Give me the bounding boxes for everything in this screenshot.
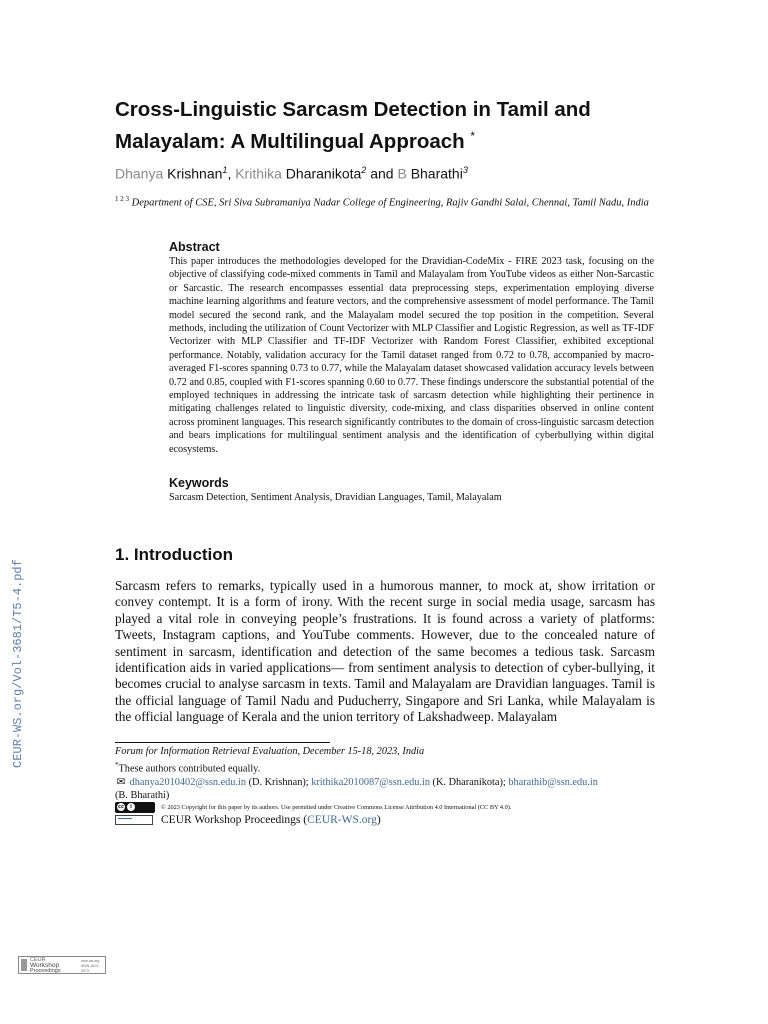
author-mark: 1: [222, 165, 228, 175]
keywords-heading: Keywords: [169, 476, 229, 490]
abstract-text: This paper introduces the methodologies developed for the Dravidian-CodeMix - FIRE 2023 task, focusing on the objective of classifying code-mixed comments in Tamil and Malayalam from YouTube videos as either Non-Sarcastic or Sarcastic. The research encompasses essential data preprocessing steps, experimentation employing diverse machine learning algorithms and feature vectors, and the comprehensive assessment of model performance. The Tamil model secured the second rank, and the Malayalam model secured the top position in the competition. Several methods, including the utilization of Count Vectorizer with MLP Classifier and Logistic Regression, as well as TF-IDF Vectorizer with MLP Classifier and TF-IDF Vectorizer with Random Forest Classifier, exhibited exceptional performance. Notably, validation accuracy for the Tamil dataset ranged from 0.72 to 0.78, accompanied by macro-averaged F1-scores spanning 0.73 to 0.77, while the Malayalam dataset showcased validation accuracy levels between 0.72 and 0.85, coupled with F1-scores spanning 0.60 to 0.77. These findings underscore the substantial potential of the employed techniques in addressing the intricate task of sarcasm detection while highlighting their pertinence in mitigating challenges related to linguistic diversity, code-mixing, and class disparities observed in online content across prominent languages. This research significantly contributes to the domain of cross-linguistic sarcasm detection and bears implications for multilingual sentiment analysis and the identification of cyberbullying within digital ecosystems.: [169, 256, 654, 455]
cc-by-badge-icon: cc i: [115, 802, 155, 813]
email-link[interactable]: dhanya2010402@ssn.edu.in: [129, 776, 247, 788]
author-list: [115, 160, 675, 184]
venue-note: Forum for Information Retrieval Evaluation, December 15-18, 2023, India: [115, 746, 425, 757]
keywords-text: Sarcasm Detection, Sentiment Analysis, Dravidian Languages, Tamil, Malayalam: [169, 492, 502, 503]
email-owner: (K. Dharanikota);: [429, 776, 509, 788]
ceur-logo-icon: [115, 815, 153, 825]
license-text: © 2023 Copyright for this paper by its authors. Use permitted under Creative Commons License Attribution 4.0 International (CC BY 4.0).: [161, 803, 512, 811]
email-link[interactable]: krithika2010087@ssn.edu.in: [311, 776, 430, 788]
footnotes: [115, 745, 660, 803]
ceur-prefix: CEUR Workshop Proceedings (: [161, 814, 308, 826]
license-row: [115, 801, 660, 813]
introduction-text: Sarcasm refers to remarks, typically used in a humorous manner, to mock at, show irritation or convey contempt. It is a form of irony. With the recent surge in social media usage, sarcasm has played a vital role in conveying people’s frustrations. It is found across a variety of platforms: Tweets, Instagram captions, and YouTube comments. However, due to the concealed nature of sentiment in sarcasm, identification and detection of the same becomes a tedious task. Sarcasm identification aids in varied applications— from sentiment analysis to detection of cyber-bullying, it becomes crucial to analyse sarcasm in texts. Tamil and Malayalam are Dravidian languages. Tamil is the official language of Tamil Nadu and Puducherry, Singapore and Sri Lanka, while Malayalam is the official language of Kerala and the union territory of Lakshadweep. Malayalam: [115, 578, 655, 725]
author-mark: 3: [462, 165, 468, 175]
footnote-rule: [115, 742, 330, 743]
author-separator: ,: [227, 165, 236, 182]
section-heading-introduction: 1. Introduction: [115, 545, 234, 564]
author-family-name: Bharathi: [410, 165, 463, 182]
affiliation-marks: 1 2 3: [115, 195, 129, 203]
paper-title: [115, 96, 675, 155]
envelope-icon: ✉: [116, 776, 126, 788]
contact-tail: (B. Bharathi): [115, 790, 170, 802]
ceur-link[interactable]: CEUR-WS.org: [307, 814, 377, 826]
author-given-name: Dhanya: [115, 165, 164, 182]
contact-emails: [115, 776, 660, 790]
affiliation: [115, 192, 660, 211]
title-footnote-mark: *: [470, 129, 476, 143]
equal-contribution-note: [115, 759, 660, 776]
author-family-name: Dharanikota: [285, 165, 362, 182]
abstract-heading: Abstract: [169, 240, 220, 254]
equal-contribution-text: These authors contributed equally.: [118, 763, 261, 775]
author-given-name: B: [397, 165, 407, 182]
sidebar-pdf-url[interactable]: CEUR-WS.org/Vol-3681/T5-4.pdf: [11, 559, 25, 768]
author-mark: 2: [361, 165, 367, 175]
email-owner: (D. Krishnan);: [246, 776, 312, 788]
author-family-name: Krishnan: [167, 165, 223, 182]
author-separator: and: [366, 165, 398, 182]
affiliation-text: Department of CSE, Sri Siva Subramaniya Nadar College of Engineering, Rajiv Gandhi Salai, Chennai, Tamil Nadu, India: [131, 197, 649, 209]
email-link[interactable]: bharathib@ssn.edu.in: [508, 776, 598, 788]
paper-title-text: Cross-Linguistic Sarcasm Detection in Tamil and Malayalam: A Multilingual Approach: [115, 98, 591, 153]
ceur-corner-logo-icon: CEUR Workshop Proceedings ceur-ws.org ISSN 1613-0073: [18, 956, 106, 974]
ceur-row: [115, 813, 660, 827]
ceur-credit: [161, 814, 381, 826]
author-given-name: Krithika: [235, 165, 282, 182]
ceur-suffix: ): [376, 814, 381, 826]
equal-contribution-mark: *: [115, 760, 119, 769]
